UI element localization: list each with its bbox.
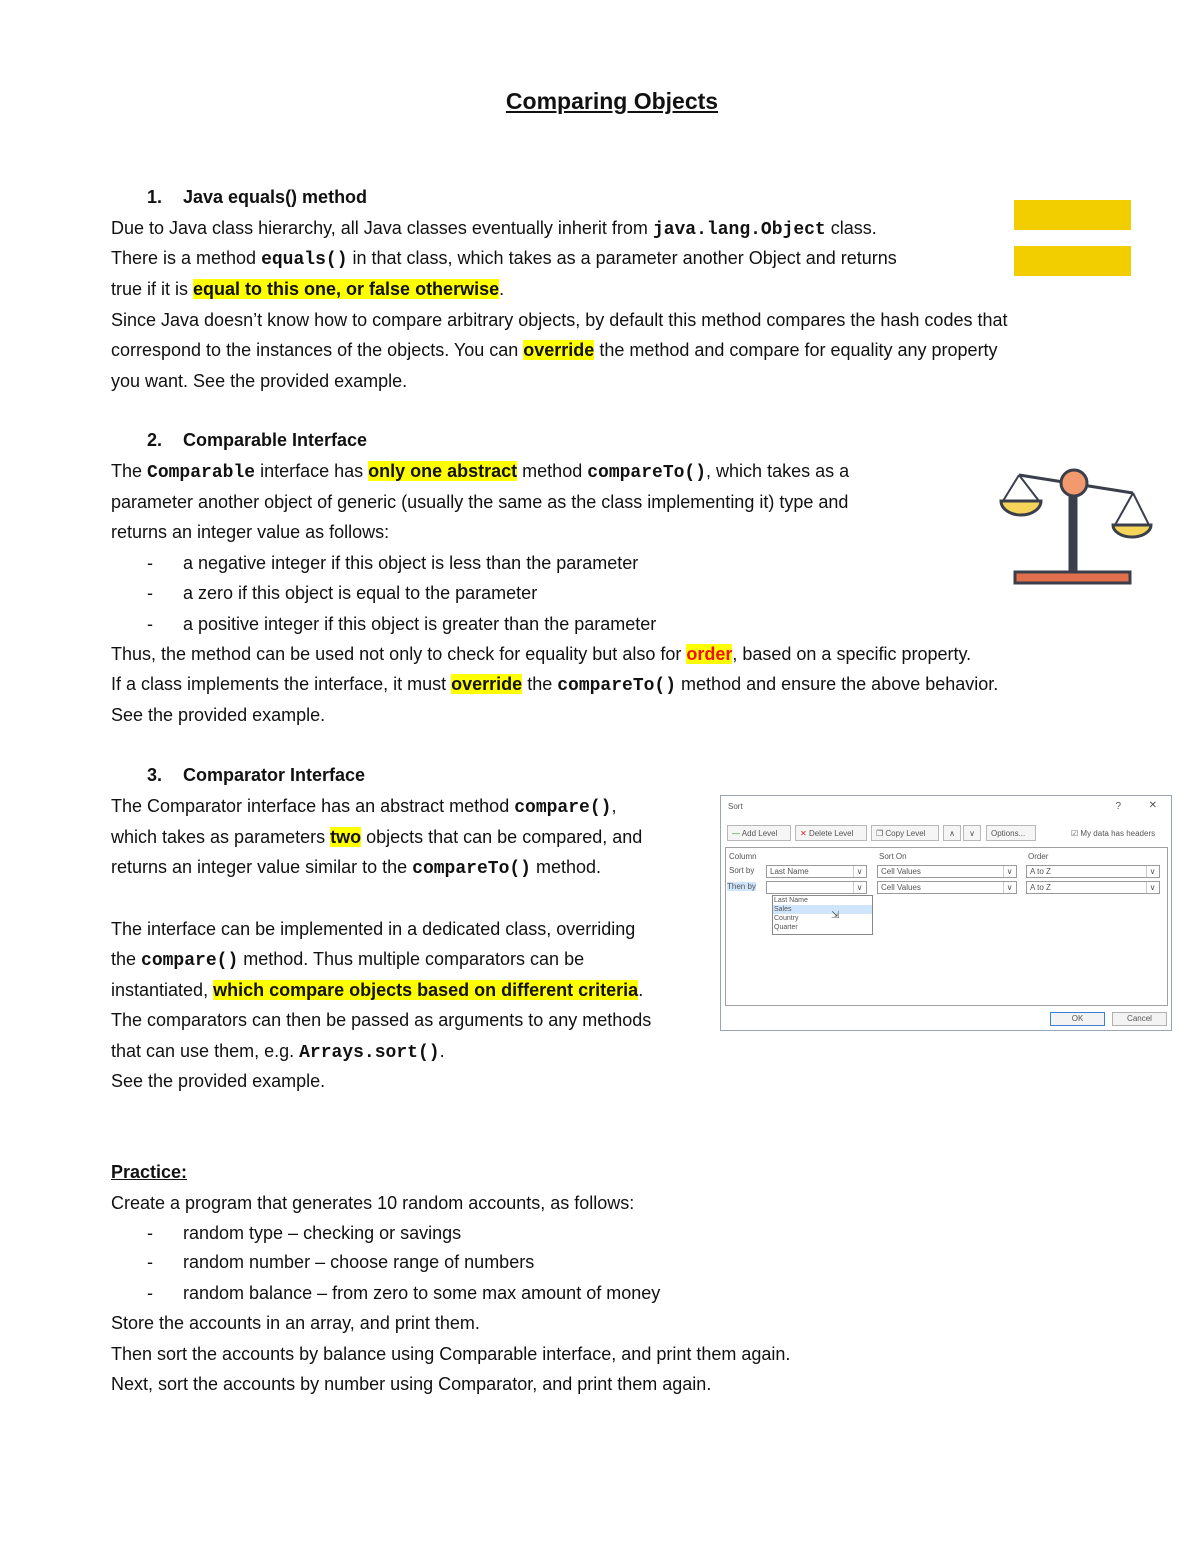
copy-level-button[interactable]: ❐ Copy Level xyxy=(871,825,939,841)
move-up-button[interactable]: ∧ xyxy=(943,825,961,841)
sort-on-header: Sort On xyxy=(879,852,907,861)
code-compareto: compareTo() xyxy=(412,859,531,879)
code-equals: equals() xyxy=(261,250,348,270)
section3-p8: that can use them, e.g. Arrays.sort(). xyxy=(111,1041,445,1063)
yellow-bar-bottom xyxy=(1014,246,1131,276)
order-header: Order xyxy=(1028,852,1049,861)
then-by-label: Then by xyxy=(727,882,756,891)
list-item[interactable]: Last Name xyxy=(774,897,808,904)
chevron-down-icon: ∨ xyxy=(1146,882,1158,893)
page-title: Comparing Objects xyxy=(505,88,719,114)
section1-p3: true if it is equal to this one, or false otherwise. xyxy=(111,279,505,299)
list-item[interactable]: Quarter xyxy=(774,924,798,931)
section3-p2: which takes as parameters two objects that can be compared, and xyxy=(111,827,643,847)
options-button[interactable]: Options... xyxy=(986,825,1036,841)
highlight-override: override xyxy=(523,340,595,360)
column-header: Column xyxy=(729,852,757,861)
sort-levels-pane xyxy=(725,847,1168,1006)
section3-heading: 3. Comparator Interface xyxy=(147,765,366,785)
cursor-icon: ⇲ xyxy=(831,910,840,921)
code-compare: compare() xyxy=(514,798,612,818)
section3-p4: The interface can be implemented in a dedicated class, overriding xyxy=(111,919,636,939)
section3-p5: the compare() method. Thus multiple comparators can be xyxy=(111,949,585,971)
move-down-button[interactable]: ∨ xyxy=(963,825,981,841)
list-item: - random balance – from zero to some max amount of money xyxy=(147,1283,661,1303)
sort-by-label: Sort by xyxy=(729,866,755,875)
section1-heading: 1. Java equals() method xyxy=(147,187,368,207)
sort-dialog xyxy=(720,795,1172,1031)
chevron-down-icon: ∨ xyxy=(853,882,865,893)
chevron-down-icon: ∨ xyxy=(853,866,865,877)
section2-p5: If a class implements the interface, it must override the compareTo() method and ensure the above behavior. xyxy=(111,674,999,696)
practice-p2: Store the accounts in an array, and print them. xyxy=(111,1313,480,1333)
sort-by-select[interactable]: Last Name ∨ xyxy=(766,865,867,878)
add-icon: — xyxy=(732,829,740,838)
column-dropdown-list xyxy=(772,895,873,935)
section1-p2: There is a method equals() in that class, which takes as a parameter another Object and returns xyxy=(111,248,897,270)
section2-p1: The Comparable interface has only one abstract method compareTo(), which takes as a xyxy=(111,461,850,483)
section2-p6: See the provided example. xyxy=(111,705,326,725)
code-arrays-sort: Arrays.sort() xyxy=(299,1043,440,1063)
practice-p1: Create a program that generates 10 random accounts, as follows: xyxy=(111,1193,635,1213)
highlight-equal: equal to this one, or false otherwise xyxy=(193,279,500,299)
section3-p7: The comparators can then be passed as arguments to any methods xyxy=(111,1010,652,1030)
sort-on-select-1[interactable]: Cell Values ∨ xyxy=(877,865,1017,878)
add-level-button[interactable]: — Add Level xyxy=(727,825,791,841)
list-item: - random number – choose range of numbers xyxy=(147,1252,535,1272)
code-compareto: compareTo() xyxy=(587,463,707,483)
practice-heading: Practice: xyxy=(111,1162,188,1182)
highlight-override: override xyxy=(451,674,523,694)
code-comparable: Comparable xyxy=(147,463,256,483)
section1-p6: you want. See the provided example. xyxy=(111,371,408,391)
checkmark-icon: ☑ xyxy=(1071,829,1079,838)
section2-p3: returns an integer value as follows: xyxy=(111,522,390,542)
close-icon[interactable]: ✕ xyxy=(1148,800,1157,811)
section2-p4: Thus, the method can be used not only to check for equality but also for order, based on a specific property. xyxy=(111,644,972,664)
order-select-2[interactable]: A to Z ∨ xyxy=(1026,881,1160,894)
highlight-only-one-abstract: only one abstract xyxy=(368,461,518,481)
chevron-down-icon: ∨ xyxy=(1003,866,1015,877)
section1-p1: Due to Java class hierarchy, all Java classes eventually inherit from java.lang.Object class. xyxy=(111,218,877,240)
section1-p4: Since Java doesn’t know how to compare arbitrary objects, by default this method compares the hash codes that xyxy=(111,310,1008,330)
section3-p3: returns an integer value similar to the compareTo() method. xyxy=(111,857,602,879)
section3-p6: instantiated, which compare objects based on different criteria. xyxy=(111,980,644,1000)
section1-p5: correspond to the instances of the objects. You can override the method and compare for equality any property xyxy=(111,340,998,360)
list-item: - a negative integer if this object is less than the parameter xyxy=(147,553,639,573)
code-compare: compare() xyxy=(141,951,239,971)
practice-p4: Next, sort the accounts by number using Comparator, and print them again. xyxy=(111,1374,712,1394)
yellow-bar-top xyxy=(1014,200,1131,230)
chevron-down-icon: ∨ xyxy=(1003,882,1015,893)
section2-heading: 2. Comparable Interface xyxy=(147,430,368,450)
headers-checkbox[interactable]: ☑ My data has headers xyxy=(1071,829,1156,838)
section3-p1: The Comparator interface has an abstract method compare(), xyxy=(111,796,617,818)
list-item: - a positive integer if this object is greater than the parameter xyxy=(147,614,657,634)
highlight-two: two xyxy=(330,827,362,847)
code-compareto: compareTo() xyxy=(557,676,677,696)
order-select-1[interactable]: A to Z ∨ xyxy=(1026,865,1160,878)
highlight-different-criteria: which compare objects based on different criteria xyxy=(213,980,639,1000)
list-item[interactable]: Sales xyxy=(773,905,872,914)
balance-scale-icon xyxy=(995,463,1160,588)
copy-icon: ❐ xyxy=(876,829,884,838)
code-java-lang-object: java.lang.Object xyxy=(652,220,826,240)
highlight-order: order xyxy=(686,644,733,664)
delete-icon: ✕ xyxy=(800,829,807,838)
chevron-down-icon: ∨ xyxy=(1146,866,1158,877)
delete-level-button[interactable]: ✕ Delete Level xyxy=(795,825,867,841)
dialog-title: Sort xyxy=(728,802,743,811)
sort-on-select-2[interactable]: Cell Values ∨ xyxy=(877,881,1017,894)
list-item: - random type – checking or savings xyxy=(147,1223,462,1243)
practice-p3: Then sort the accounts by balance using Comparable interface, and print them again. xyxy=(111,1344,791,1364)
section3-p9: See the provided example. xyxy=(111,1071,326,1091)
list-item[interactable]: Country xyxy=(774,915,799,922)
then-by-select[interactable] xyxy=(766,881,867,894)
help-icon[interactable]: ? xyxy=(1115,801,1121,812)
list-item: - a zero if this object is equal to the parameter xyxy=(147,583,538,603)
ok-button[interactable]: OK xyxy=(1050,1012,1105,1026)
section2-p2: parameter another object of generic (usually the same as the class implementing it) type and xyxy=(111,492,849,512)
cancel-button[interactable]: Cancel xyxy=(1112,1012,1167,1026)
